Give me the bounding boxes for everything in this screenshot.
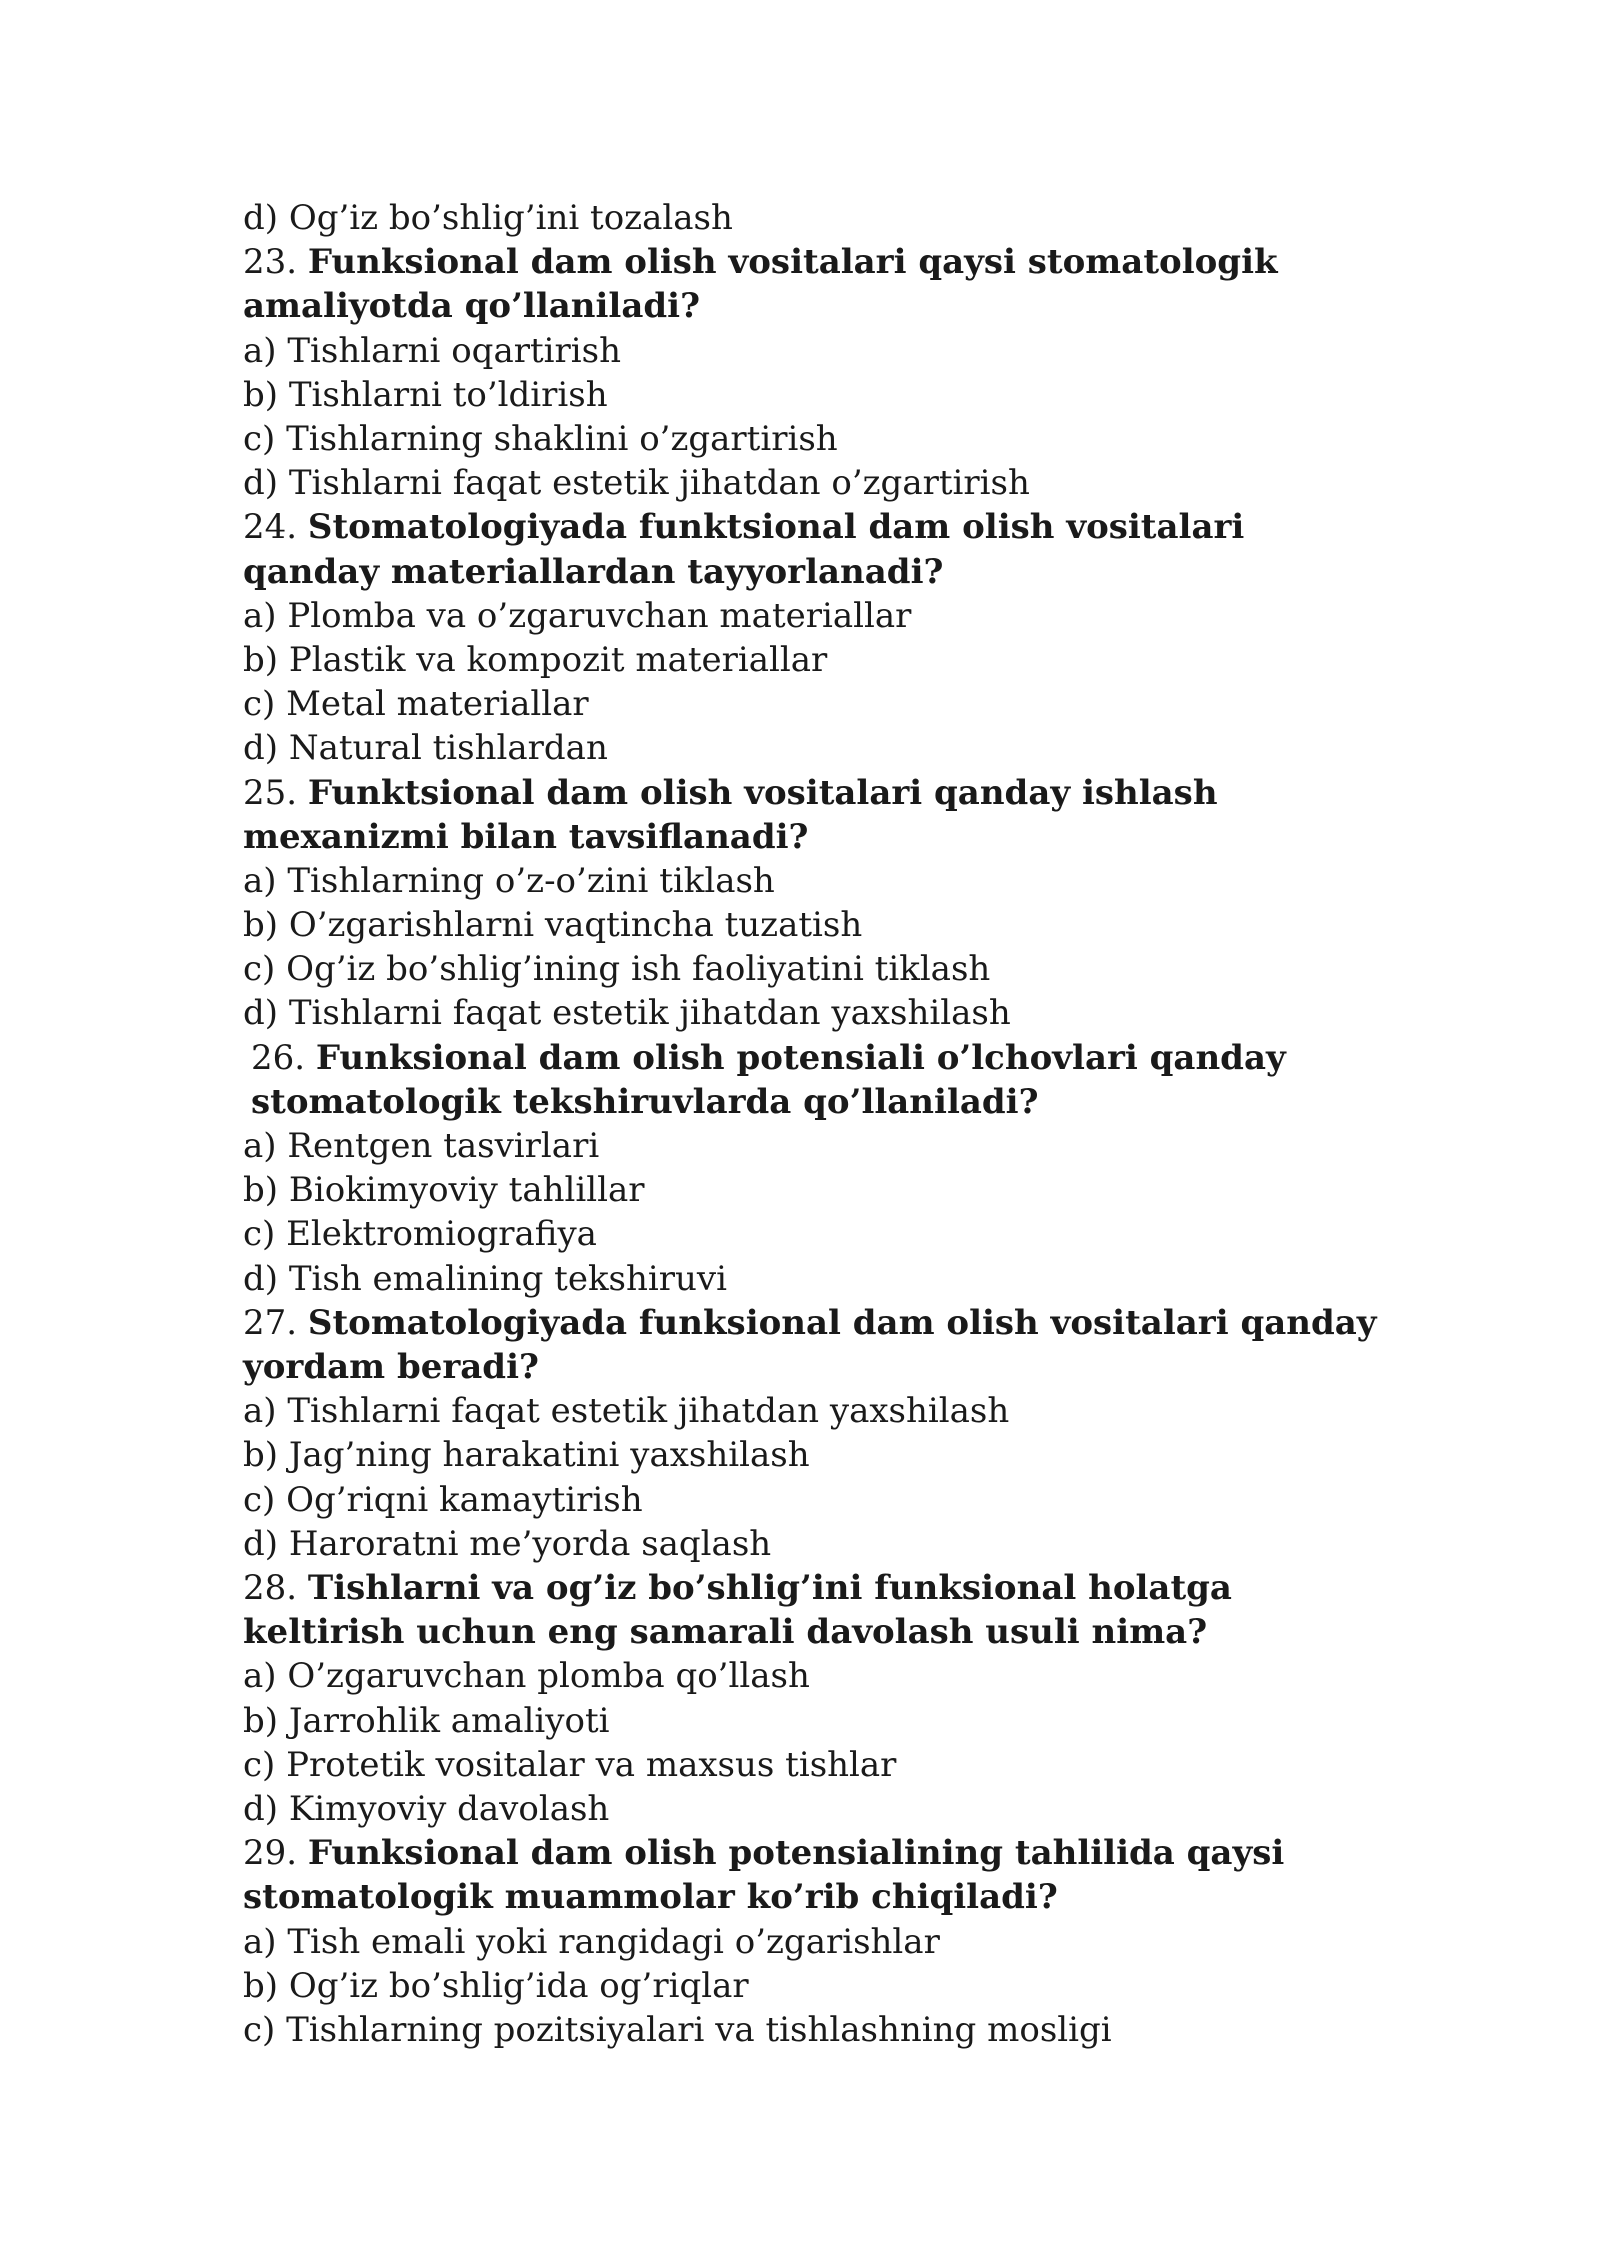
option: c) Og’iz bo’shlig’ining ish faoliyatini tiklash [243, 949, 991, 990]
leading-option: d) Og’iz bo’shlig’ini tozalash [243, 198, 733, 238]
option: b) Tishlarni to’ldirish [243, 374, 608, 415]
option: b) Og’iz bo’shlig’ida og’riqlar [243, 1965, 749, 2006]
option: c) Og’riqni kamaytirish [243, 1479, 643, 1520]
option: a) Tishlarni faqat estetik jihatdan yaxshilash [243, 1391, 1010, 1432]
option: a) O’zgaruvchan plomba qo’llash [243, 1656, 810, 1697]
option: d) Kimyoviy davolash [243, 1788, 610, 1829]
question-number: 25. [243, 772, 298, 813]
question-number: 23. [243, 242, 298, 283]
option: c) Tishlarning shaklini o’zgartirish [243, 418, 838, 459]
option: d) Tish emalining tekshiruvi [243, 1258, 728, 1299]
question-number: 28. [243, 1567, 298, 1608]
option: b) O’zgarishlarni vaqtincha tuzatish [243, 905, 863, 946]
option: b) Jag’ning harakatini yaxshilash [243, 1435, 810, 1476]
question-25 [243, 771, 1383, 859]
question-26 [243, 1036, 1391, 1124]
question-text: Funksional dam olish potensiali o’lchovlari qanday stomatologik tekshiruvlarda qo’llaniladi? [251, 1037, 1286, 1122]
question-27 [243, 1301, 1383, 1389]
option: a) Plomba va o’zgaruvchan materiallar [243, 595, 912, 636]
question-text: Funksional dam olish vositalari qaysi stomatologik amaliyotda qo’llaniladi? [243, 242, 1278, 327]
option: a) Tishlarning o’z-o’zini tiklash [243, 860, 775, 901]
option: c) Protetik vositalar va maxsus tishlar [243, 1744, 897, 1785]
question-number: 24. [243, 507, 298, 548]
option: c) Metal materiallar [243, 684, 589, 725]
option: c) Elektromiografiya [243, 1214, 597, 1255]
option: b) Biokimyoviy tahlillar [243, 1170, 645, 1211]
question-24 [243, 505, 1383, 593]
option: d) Tishlarni faqat estetik jihatdan o’zgartirish [243, 463, 1030, 504]
option: a) Rentgen tasvirlari [243, 1126, 600, 1167]
option: a) Tish emali yoki rangidagi o’zgarishlar [243, 1921, 940, 1962]
question-text: Funktsional dam olish vositalari qanday ishlash mexanizmi bilan tavsiflanadi? [243, 772, 1218, 857]
question-text: Tishlarni va og’iz bo’shlig’ini funksional holatga keltirish uchun eng samarali davolash usuli nima? [243, 1567, 1232, 1653]
option: b) Jarrohlik amaliyoti [243, 1700, 610, 1741]
question-text: Funksional dam olish potensialining tahlilida qaysi stomatologik muammolar ko’rib chiqiladi? [243, 1833, 1285, 1918]
question-text: Stomatologiyada funktsional dam olish vositalari qanday materiallardan tayyorlanadi? [243, 507, 1245, 592]
document-page [243, 196, 1423, 2052]
option: c) Tishlarning pozitsiyalari va tishlashning mosligi [243, 2009, 1112, 2050]
option: d) Natural tishlardan [243, 728, 608, 769]
question-number: 27. [243, 1302, 298, 1343]
question-23 [243, 240, 1383, 328]
question-number: 29. [243, 1833, 298, 1874]
question-29 [243, 1831, 1383, 1919]
question-text: Stomatologiyada funksional dam olish vositalari qanday yordam beradi? [243, 1302, 1377, 1388]
question-number: 26. [251, 1037, 306, 1078]
question-28 [243, 1566, 1383, 1654]
option: a) Tishlarni oqartirish [243, 330, 621, 371]
option: d) Haroratni me’yorda saqlash [243, 1523, 772, 1564]
option: b) Plastik va kompozit materiallar [243, 639, 828, 680]
option: d) Tishlarni faqat estetik jihatdan yaxshilash [243, 993, 1011, 1034]
